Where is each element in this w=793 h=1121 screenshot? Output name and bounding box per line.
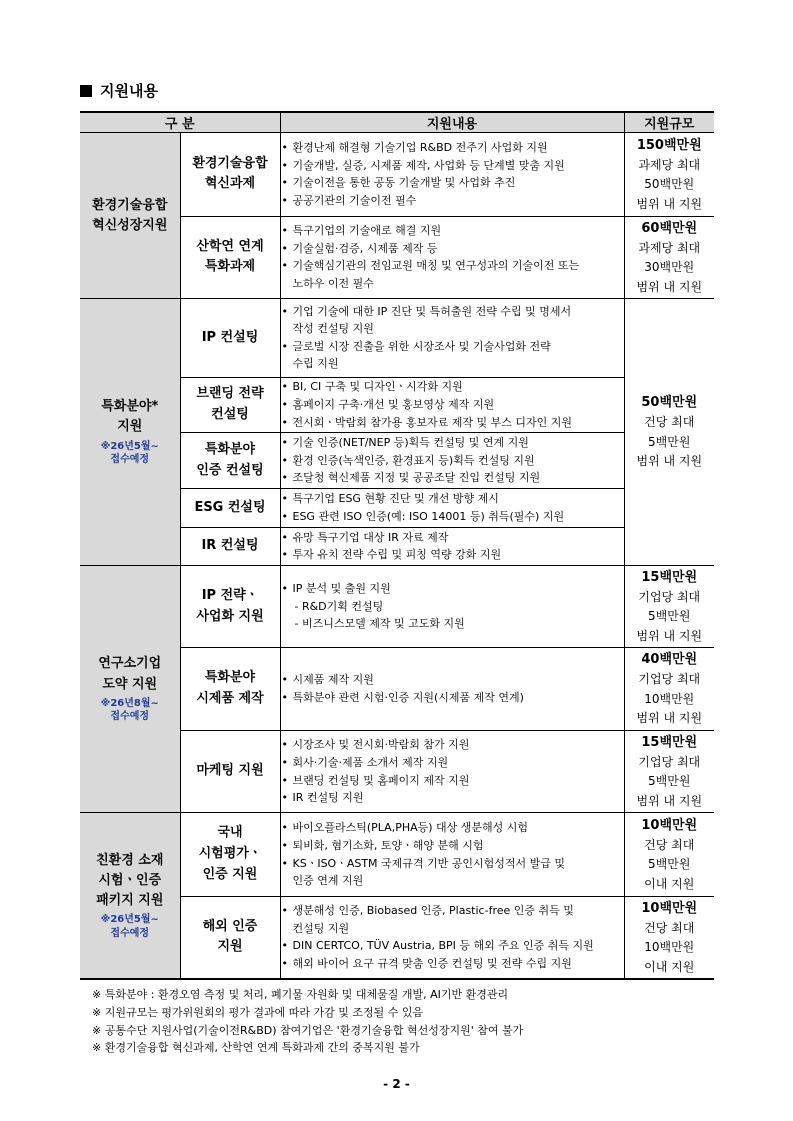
group-name-line: 지원 bbox=[117, 419, 143, 435]
content-item: • BI, CI 구축 및 디자인ㆍ시각화 지원 bbox=[281, 378, 624, 396]
scale-cell bbox=[624, 730, 714, 813]
content-cell bbox=[280, 489, 624, 527]
scale-line: 과제당 최대 bbox=[638, 240, 701, 255]
subcategory-line: 특화분야 bbox=[204, 670, 256, 686]
content-item: • 공공기관의 기술이전 필수 bbox=[281, 192, 624, 210]
scale-line: 건당 최대 bbox=[644, 920, 695, 935]
scale-line: 범위 내 지원 bbox=[636, 454, 703, 469]
group-name-line: 친환경 소재 bbox=[96, 852, 164, 868]
content-item: • 특구기업 ESG 현황 진단 및 개선 방향 제시 bbox=[281, 490, 624, 508]
content-item: • DIN CERTCO, TÜV Austria, BPI 등 해외 주요 인증 취득 지원 bbox=[281, 937, 624, 955]
content-item: • 전시회ㆍ박람회 참가용 홍보자료 제작 및 부스 디자인 지원 bbox=[281, 414, 624, 432]
schedule-note-line: ※26년8월~ bbox=[100, 697, 159, 709]
content-item: • 기술핵심기관의 전임교원 매칭 및 연구성과의 기술이전 또는 bbox=[281, 257, 624, 275]
schedule-note-line: 접수예정 bbox=[110, 454, 150, 466]
support-table bbox=[80, 111, 714, 980]
subcategory-cell bbox=[180, 730, 280, 813]
content-item: • 조달청 혁신제품 지정 및 공공조달 진입 컨설팅 지원 bbox=[281, 469, 624, 487]
schedule-note bbox=[80, 697, 180, 724]
subcategory-line: 혁신과제 bbox=[204, 176, 256, 192]
subcategory-line: 해외 인증 bbox=[202, 918, 258, 934]
subcategory-cell bbox=[180, 216, 280, 299]
scale-cell bbox=[624, 299, 714, 566]
scale-line: 10백만원 bbox=[644, 940, 695, 955]
scale-amount: 60백만원 bbox=[641, 220, 698, 236]
content-item: • 특화분야 관련 시험·인증 지원(시제품 제작 연계) bbox=[281, 689, 624, 707]
scale-line: 건당 최대 bbox=[644, 415, 695, 430]
footnotes bbox=[92, 986, 523, 1057]
subcategory-cell bbox=[180, 648, 280, 731]
group-name-line: 시험ㆍ인증 bbox=[98, 873, 162, 889]
content-item: • KSㆍISOㆍASTM 국제규격 기반 공인시험성적서 발급 및 bbox=[281, 855, 624, 873]
content-cell bbox=[280, 216, 624, 299]
schedule-note-line: 접수예정 bbox=[110, 711, 150, 723]
table-row bbox=[80, 133, 714, 217]
scale-cell bbox=[624, 133, 714, 217]
scale-line: 범위 내 지원 bbox=[636, 196, 703, 211]
scale-line: 기업당 최대 bbox=[638, 672, 701, 687]
group-category-cell bbox=[80, 813, 180, 979]
scale-line: 기업당 최대 bbox=[638, 589, 701, 604]
scale-line: 5백만원 bbox=[648, 774, 691, 789]
section-title bbox=[80, 80, 158, 101]
subcategory-line: 인증 지원 bbox=[202, 867, 258, 882]
scale-line: 5백만원 bbox=[648, 434, 691, 449]
scale-line: 5백만원 bbox=[648, 609, 691, 624]
content-item: • 기업 기술에 대한 IP 진단 및 특허출원 전략 수립 및 명세서 bbox=[281, 303, 624, 321]
content-item: • 기술실험·검증, 시제품 제작 등 bbox=[281, 240, 624, 258]
content-item: • 특구기업의 기술애로 해결 지원 bbox=[281, 222, 624, 240]
subcategory-cell bbox=[180, 299, 280, 377]
content-cell bbox=[280, 896, 624, 979]
group-category-cell bbox=[80, 299, 180, 566]
group-name-line: 환경기술융합 bbox=[92, 197, 168, 213]
content-item-continuation: 인증 연계 지원 bbox=[292, 874, 364, 888]
footnote: ※ 환경기술융합 혁신과제, 산학연 연계 특화과제 간의 중복지원 불가 bbox=[92, 1041, 420, 1055]
content-item-continuation: 작성 컨설팅 지원 bbox=[292, 322, 374, 336]
table-row bbox=[80, 299, 714, 377]
scale-cell bbox=[624, 813, 714, 897]
subcategory-line: 마케팅 지원 bbox=[196, 763, 264, 779]
subcategory-line: 시제품 제작 bbox=[196, 691, 264, 707]
scale-cell bbox=[624, 216, 714, 299]
scale-line: 범위 내 지원 bbox=[636, 711, 703, 726]
scale-amount: 15백만원 bbox=[641, 734, 698, 750]
subcategory-cell bbox=[180, 432, 280, 488]
content-item-continuation: 수립 지원 bbox=[292, 357, 339, 371]
schedule-note-line: 접수예정 bbox=[110, 927, 150, 939]
schedule-note bbox=[80, 440, 180, 467]
scale-cell bbox=[624, 896, 714, 979]
content-item-continuation: 컨설팅 지원 bbox=[292, 921, 350, 935]
content-item: • 기술개발, 실증, 시제품 제작, 사업화 등 단계별 맞춤 지원 bbox=[281, 157, 624, 175]
subcategory-line: 인증 컨설팅 bbox=[196, 462, 264, 478]
footnote: ※ 공통수단 지원사업(기술이전R&BD) 참여기업은 '환경기술융합 혁선성장지원' 참여 불가 bbox=[92, 1023, 524, 1037]
content-item: • 해외 바이어 요구 규격 맞춤 인증 컨설팅 및 전략 수립 지원 bbox=[281, 955, 624, 973]
table-row bbox=[80, 813, 714, 897]
content-item: • ESG 관련 ISO 인증(예: ISO 14001 등) 취득(필수) 지원 bbox=[281, 508, 624, 526]
content-item: • IR 컨설팅 지원 bbox=[281, 789, 624, 807]
subcategory-cell bbox=[180, 565, 280, 648]
subcategory-line: 컨설팅 bbox=[211, 406, 249, 422]
subcategory-line: IP 컨설팅 bbox=[201, 329, 259, 345]
schedule-note bbox=[80, 913, 180, 940]
scale-line: 기업당 최대 bbox=[638, 754, 701, 769]
group-category-cell bbox=[80, 133, 180, 299]
table-header-row bbox=[80, 112, 714, 133]
scale-line: 범위 내 지원 bbox=[636, 279, 703, 294]
content-cell bbox=[280, 377, 624, 432]
content-item: • 회사·기술·제품 소개서 제작 지원 bbox=[281, 754, 624, 772]
scale-amount: 10백만원 bbox=[641, 817, 698, 833]
content-cell bbox=[280, 299, 624, 377]
scale-line: 30백만원 bbox=[644, 260, 695, 275]
content-cell bbox=[280, 133, 624, 217]
scale-cell bbox=[624, 648, 714, 731]
subcategory-cell bbox=[180, 377, 280, 432]
scale-line: 범위 내 지원 bbox=[636, 628, 703, 643]
content-item: • 투자 유치 전략 수립 및 피칭 역량 강화 지원 bbox=[281, 546, 624, 564]
group-name-line: 패키지 지원 bbox=[96, 893, 164, 909]
content-item: • 브랜딩 컨설팅 및 홈페이지 제작 지원 bbox=[281, 772, 624, 790]
table-row bbox=[80, 565, 714, 648]
content-item: • 바이오플라스틱(PLA,PHA등) 대상 생분해성 시험 bbox=[281, 819, 624, 837]
section-title-text: 지원내용 bbox=[100, 82, 158, 100]
content-item: • 홈페이지 구축·개선 및 홍보영상 제작 지원 bbox=[281, 396, 624, 414]
group-name-line: 도약 지원 bbox=[102, 676, 158, 692]
scale-amount: 15백만원 bbox=[641, 569, 698, 585]
content-item-continuation: 노하우 이전 필수 bbox=[292, 276, 374, 290]
scale-line: 건당 최대 bbox=[644, 837, 695, 852]
scale-amount: 150백만원 bbox=[636, 137, 702, 153]
scale-amount: 40백만원 bbox=[641, 652, 698, 668]
page-number: - 2 - bbox=[383, 1077, 410, 1091]
content-cell bbox=[280, 730, 624, 813]
subcategory-line: IP 전략ㆍ bbox=[201, 587, 259, 603]
content-item: • 환경 인증(녹색인증, 환경표지 등)획득 컨설팅 지원 bbox=[281, 452, 624, 470]
subcategory-line: 사업화 지원 bbox=[196, 608, 264, 624]
content-item: • 환경난제 해결형 기술기업 R&BD 전주기 사업화 지원 bbox=[281, 139, 624, 157]
group-name-line: 연구소기업 bbox=[98, 656, 162, 672]
content-item: • 기술이전을 통한 공동 기술개발 및 사업화 추진 bbox=[281, 174, 624, 192]
content-subitem: - 비즈니스모델 제작 및 고도화 지원 bbox=[294, 617, 465, 631]
content-item: • 유망 특구기업 대상 IR 자료 제작 bbox=[281, 529, 624, 547]
scale-amount: 10백만원 bbox=[641, 900, 698, 916]
content-subitem: - R&D기획 컨설팅 bbox=[294, 599, 384, 613]
subcategory-line: ESG 컨설팅 bbox=[194, 499, 266, 515]
scale-line: 10백만원 bbox=[644, 691, 695, 706]
subcategory-cell bbox=[180, 896, 280, 979]
subcategory-line: 산학연 연계 bbox=[196, 238, 264, 254]
scale-amount: 50백만원 bbox=[641, 395, 698, 411]
footnote: ※ 지원규모는 평가위원회의 평가 결과에 따라 가감 및 조정될 수 있음 bbox=[92, 1005, 424, 1019]
content-cell bbox=[280, 813, 624, 897]
group-name-line: 특화분야* bbox=[101, 399, 159, 415]
content-item: • 시장조사 및 전시회·박람회 참가 지원 bbox=[281, 736, 624, 754]
content-cell bbox=[280, 527, 624, 565]
subcategory-line: 특화분야 bbox=[204, 441, 256, 457]
schedule-note-line: ※26년5월~ bbox=[100, 440, 159, 452]
scale-line: 과제당 최대 bbox=[638, 157, 701, 172]
scale-cell bbox=[624, 565, 714, 648]
scale-line: 범위 내 지원 bbox=[636, 793, 703, 808]
content-item: • 시제품 제작 지원 bbox=[281, 671, 624, 689]
header-content: 지원내용 bbox=[280, 112, 624, 133]
subcategory-line: 국내 bbox=[217, 825, 243, 841]
content-item: • 글로벌 시장 진출을 위한 시장조사 및 기술사업화 전략 bbox=[281, 338, 624, 356]
scale-line: 이내 지원 bbox=[644, 959, 695, 974]
scale-line: 50백만원 bbox=[644, 177, 695, 192]
subcategory-line: 지원 bbox=[217, 939, 243, 955]
content-item: • IP 분석 및 출원 지원 bbox=[281, 580, 624, 598]
content-item: • 기술 인증(NET/NEP 등)획득 컨설팅 및 연계 지원 bbox=[281, 434, 624, 452]
content-cell bbox=[280, 432, 624, 488]
subcategory-cell bbox=[180, 133, 280, 217]
header-scale: 지원규모 bbox=[624, 112, 714, 133]
header-category: 구 분 bbox=[80, 112, 280, 133]
content-cell bbox=[280, 648, 624, 731]
scale-line: 5백만원 bbox=[648, 857, 691, 872]
square-bullet-icon bbox=[80, 85, 92, 97]
group-name-line: 혁신성장지원 bbox=[92, 217, 168, 233]
scale-line: 이내 지원 bbox=[644, 876, 695, 891]
subcategory-line: 특화과제 bbox=[204, 259, 256, 275]
subcategory-line: 시험평가ㆍ bbox=[198, 846, 262, 862]
subcategory-line: IR 컨설팅 bbox=[201, 537, 259, 553]
schedule-note-line: ※26년5월~ bbox=[100, 914, 159, 926]
content-item: • 생분해성 인증, Biobased 인증, Plastic-free 인증 취득 및 bbox=[281, 902, 624, 920]
content-cell bbox=[280, 565, 624, 648]
subcategory-cell bbox=[180, 489, 280, 527]
content-item: • 퇴비화, 혐기소화, 토양ㆍ해양 분해 시험 bbox=[281, 837, 624, 855]
subcategory-line: 브랜딩 전략 bbox=[196, 386, 264, 402]
group-category-cell bbox=[80, 565, 180, 813]
subcategory-line: 환경기술융합 bbox=[192, 155, 268, 171]
subcategory-cell bbox=[180, 527, 280, 565]
subcategory-cell bbox=[180, 813, 280, 897]
footnote: ※ 특화분야 : 환경오염 측정 및 처리, 폐기물 자원화 및 대체물질 개발, AI기반 환경관리 bbox=[92, 988, 509, 1001]
